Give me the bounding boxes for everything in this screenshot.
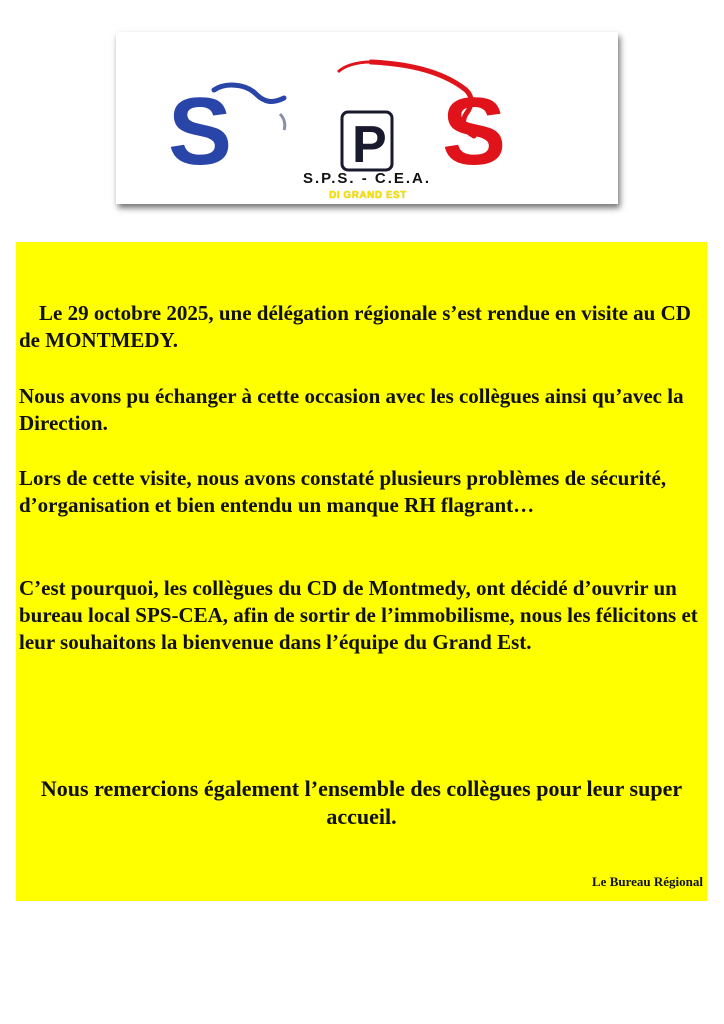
paragraph-visit: Le 29 octobre 2025, une délégation régionale s’est rendue en visite au CD de MONTMEDY.: [19, 301, 691, 352]
logo-region: DI GRAND EST: [329, 190, 407, 201]
logo-letter-p: P: [352, 116, 387, 174]
paragraph-new-office: C’est pourquoi, les collègues du CD de Montmedy, ont décidé d’ouvrir un bureau local SPS-CEA, afin de sortir de l’immobilisme, nous les félicitons et leur souhaitons la bienvenue dans l’équipe du Grand Est.: [19, 576, 698, 654]
announcement-panel: [16, 242, 707, 901]
logo-letter-s2: S: [442, 78, 507, 185]
logo-letter-s1: S: [168, 78, 233, 185]
paragraph-exchange: Nous avons pu échanger à cette occasion avec les collègues ainsi qu’avec la Direction.: [19, 384, 684, 435]
thanks-message: Nous remercions également l’ensemble des collègues pour leur super accueil.: [40, 776, 683, 829]
logo-subtitle: S.P.S. - C.E.A.: [302, 170, 432, 187]
paragraph-problems: Lors de cette visite, nous avons constaté plusieurs problèmes de sécurité, d’organisation et bien entendu un manque RH flagrant…: [19, 466, 667, 517]
logo: [116, 32, 618, 204]
signature: Le Bureau Régional: [592, 874, 703, 889]
